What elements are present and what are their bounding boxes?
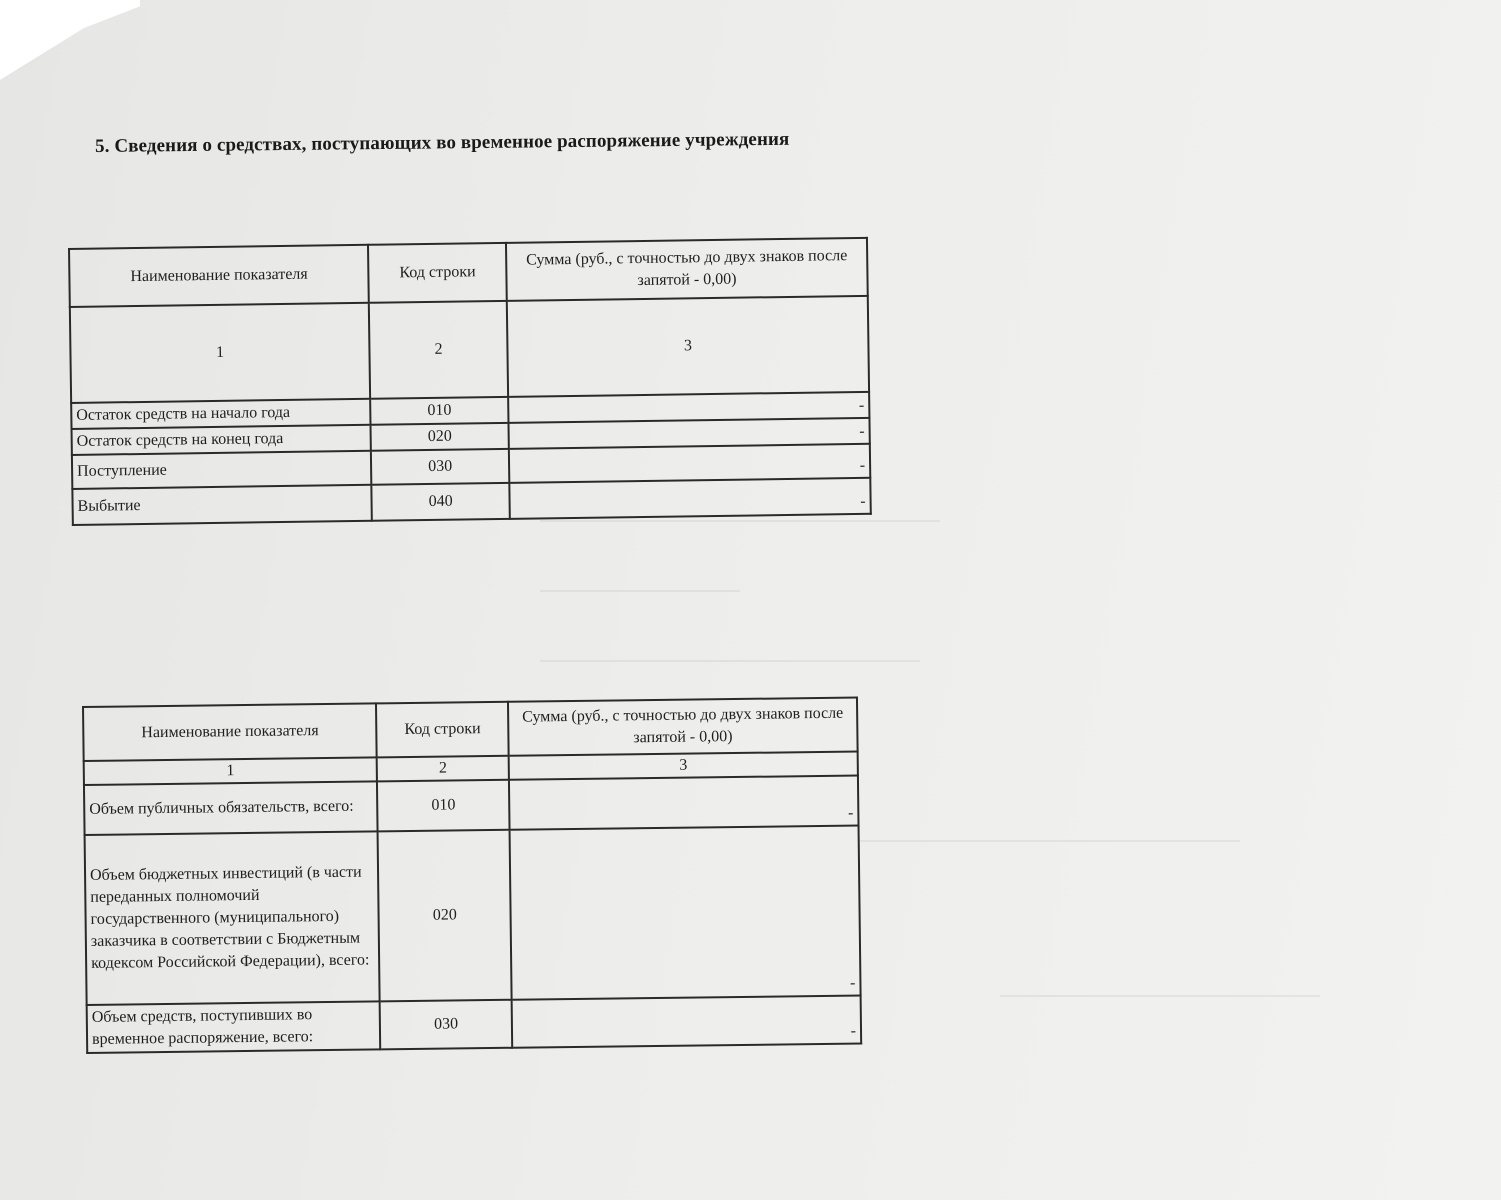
row-indicator-name: Объем публичных обязательств, всего:: [84, 781, 378, 835]
funds-balance-table: [68, 237, 872, 526]
row-amount: -: [509, 776, 859, 830]
row-code: 010: [370, 397, 508, 425]
column-number: 1: [70, 303, 371, 403]
table-row: [87, 996, 862, 1053]
row-indicator-name: Поступление: [72, 451, 372, 489]
show-through-mark: [540, 520, 940, 522]
show-through-mark: [860, 840, 1240, 842]
show-through-mark: [1000, 995, 1320, 997]
obligations-table: [82, 697, 862, 1054]
row-amount: -: [508, 392, 869, 423]
row-amount: -: [510, 826, 861, 1000]
column-number: 2: [369, 301, 508, 399]
column-number: 2: [377, 756, 509, 782]
row-code: 030: [380, 1000, 512, 1050]
header-indicator-name: Наименование показателя: [69, 245, 369, 307]
row-code: 020: [371, 423, 509, 451]
row-indicator-name: Остаток средств на конец года: [72, 425, 372, 455]
row-indicator-name: Объем бюджетных инвестиций (в части переданных полномочий государственного (муниципального) заказчика в соответствии с Бюджетным кодексом Российской Федерации), всего:: [85, 831, 380, 1005]
row-indicator-name: Выбытие: [72, 485, 372, 525]
row-code: 030: [371, 449, 509, 485]
header-amount: Сумма (руб., с точностью до двух знаков после запятой - 0,00): [508, 698, 858, 756]
column-number-row: [70, 296, 869, 403]
column-number: 1: [84, 757, 378, 785]
show-through-mark: [540, 660, 920, 662]
row-amount: -: [509, 478, 870, 519]
show-through-mark: [540, 590, 740, 592]
header-row-code: Код строки: [376, 702, 508, 758]
header-amount: Сумма (руб., с точностью до двух знаков после запятой - 0,00): [506, 238, 868, 301]
table-row: [85, 826, 861, 1005]
row-amount: -: [508, 418, 869, 449]
row-amount: -: [512, 996, 862, 1048]
header-indicator-name: Наименование показателя: [83, 703, 377, 761]
row-code: 010: [377, 780, 509, 832]
row-code: 020: [378, 830, 512, 1002]
section-title: 5. Сведения о средствах, поступающих во временное распоряжение учреждения: [95, 128, 790, 157]
column-number: 3: [507, 296, 869, 397]
table-header-row: [83, 698, 858, 761]
header-row-code: Код строки: [368, 243, 506, 303]
row-indicator-name: Остаток средств на начало года: [71, 399, 371, 429]
row-indicator-name: Объем средств, поступивших во временное распоряжение, всего:: [87, 1001, 381, 1053]
row-code: 040: [372, 483, 510, 521]
row-amount: -: [509, 444, 870, 483]
column-number: 3: [509, 752, 858, 780]
